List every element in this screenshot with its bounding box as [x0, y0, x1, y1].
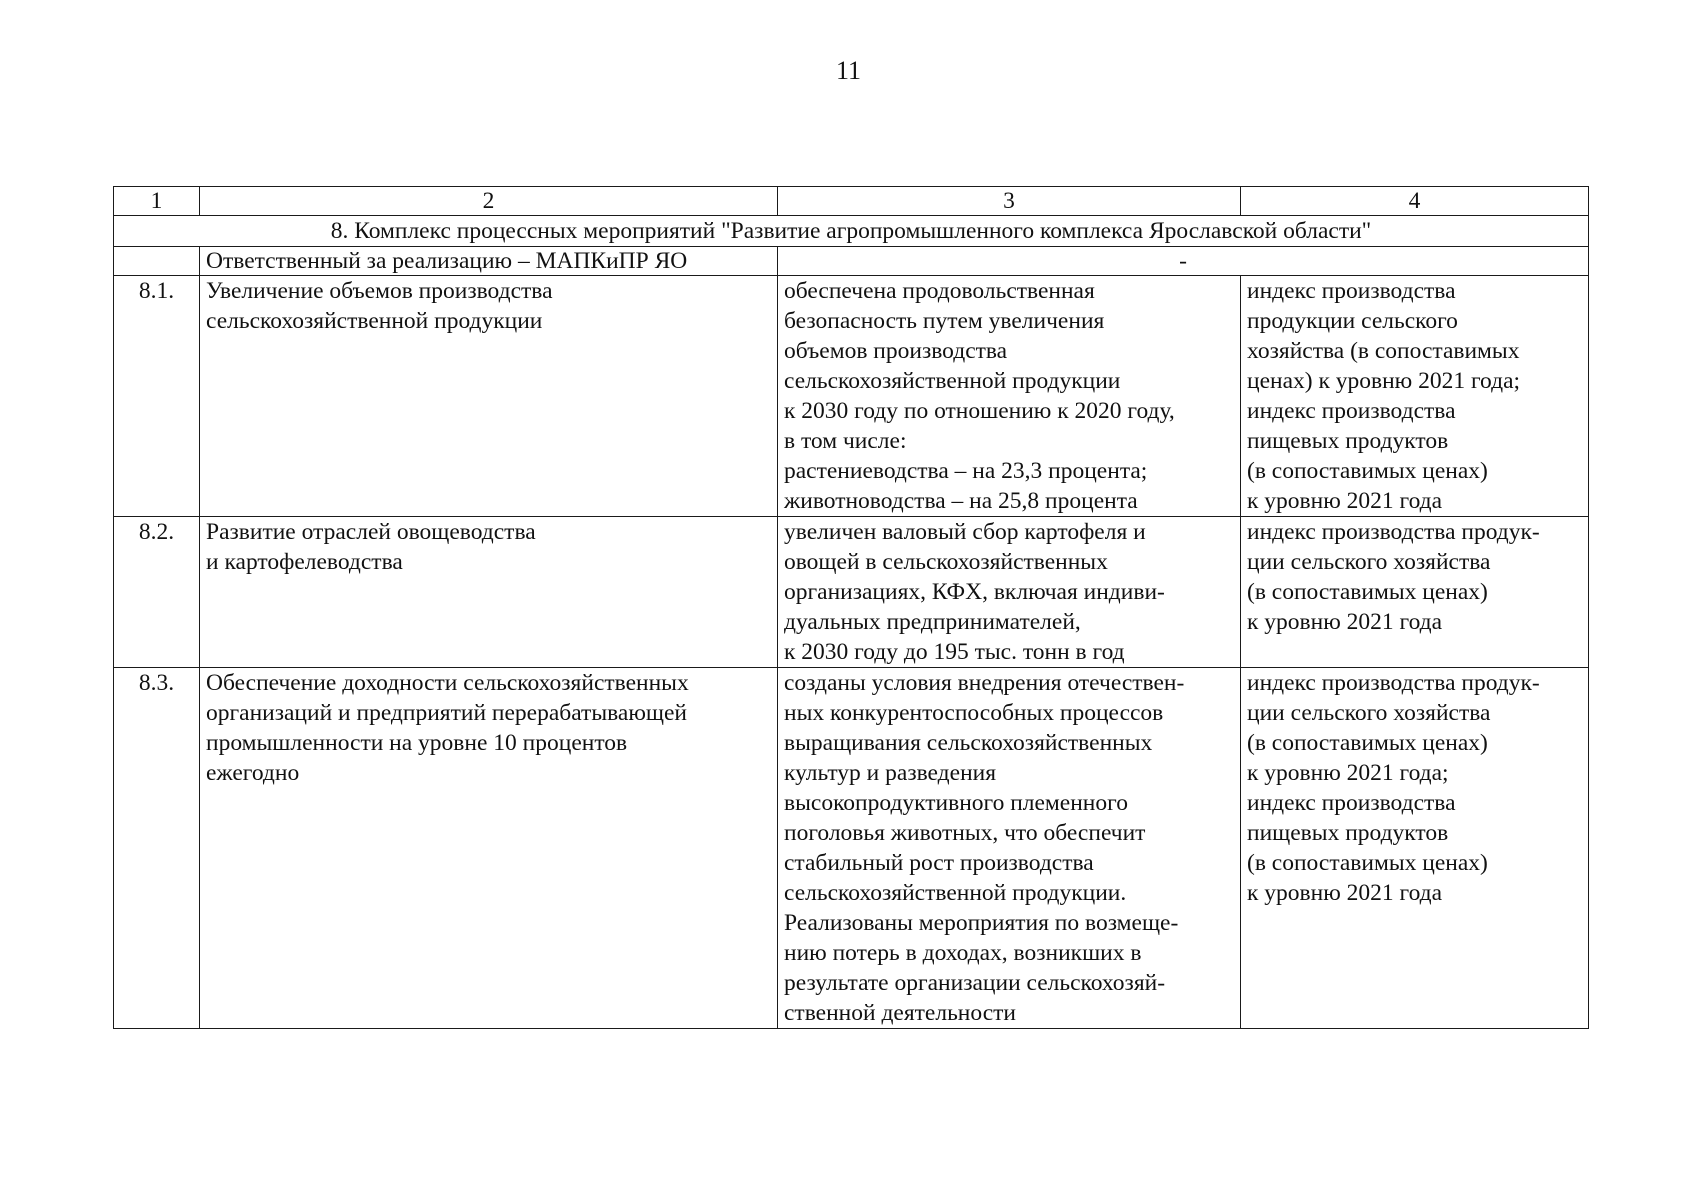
cell-text-line: к 2030 году до 195 тыс. тонн в год [784, 639, 1125, 665]
column-number-2: 2 [200, 187, 778, 216]
indicator-cell [1241, 668, 1589, 1029]
cell-text-line: Увеличение объемов производства [206, 278, 553, 304]
cell-text-line: результате организации сельскохозяй- [784, 970, 1166, 996]
cell-text-line: стабильный рост производства [784, 850, 1094, 876]
cell-text-line: культур и разведения [784, 760, 997, 786]
cell-text-line: индекс производства продук- [1247, 670, 1540, 696]
row-number: 8.1. [114, 276, 200, 517]
cell-text-line: созданы условия внедрения отечествен- [784, 670, 1185, 696]
cell-text-line: сельскохозяйственной продукции [784, 368, 1121, 394]
table-header-row [114, 187, 1589, 216]
task-cell [200, 668, 778, 1029]
cell-text-line: индекс производства [1247, 278, 1456, 304]
cell-text-line: обеспечена продовольственная [784, 278, 1095, 304]
indicator-cell [1241, 517, 1589, 668]
responsible-label: Ответственный за реализацию – МАПКиПР ЯО [200, 247, 778, 276]
cell-text-line: овощей в сельскохозяйственных [784, 549, 1108, 575]
cell-text-line: Реализованы мероприятия по возмеще- [784, 910, 1179, 936]
cell-text-line: пищевых продуктов [1247, 428, 1449, 454]
cell-text-line: в том числе: [784, 428, 907, 454]
cell-text-line: ции сельского хозяйства [1247, 549, 1491, 575]
cell-text-line: промышленности на уровне 10 процентов [206, 730, 628, 756]
result-cell [778, 668, 1241, 1029]
cell-text-line: ственной деятельности [784, 1000, 1016, 1026]
cell-text-line: безопасность путем увеличения [784, 308, 1105, 334]
cell-text-line: к уровню 2021 года; [1247, 760, 1449, 786]
indicator-cell [1241, 276, 1589, 517]
task-cell [200, 517, 778, 668]
cell-text-line: организаций и предприятий перерабатывающей [206, 700, 687, 726]
cell-text-line: высокопродуктивного племенного [784, 790, 1128, 816]
cell-text-line: объемов производства [784, 338, 1008, 364]
cell-text-line: Обеспечение доходности сельскохозяйственных [206, 670, 689, 696]
responsible-empty-cell [114, 247, 200, 276]
result-cell [778, 276, 1241, 517]
cell-text-line: (в сопоставимых ценах) [1247, 730, 1488, 756]
cell-text-line: растениеводства – на 23,3 процента; [784, 458, 1148, 484]
cell-text-line: к 2030 году по отношению к 2020 году, [784, 398, 1175, 424]
responsible-value: - [778, 247, 1589, 276]
cell-text-line: (в сопоставимых ценах) [1247, 850, 1488, 876]
cell-text-line: к уровню 2021 года [1247, 609, 1443, 635]
cell-text-line: поголовья животных, что обеспечит [784, 820, 1146, 846]
cell-text-line: увеличен валовый сбор картофеля и [784, 519, 1146, 545]
column-number-4: 4 [1241, 187, 1589, 216]
section-row [114, 216, 1589, 247]
table-row [114, 276, 1589, 517]
cell-text-line: пищевых продуктов [1247, 820, 1449, 846]
task-cell [200, 276, 778, 517]
cell-text-line: сельскохозяйственной продукции. [784, 880, 1127, 906]
cell-text-line: ции сельского хозяйства [1247, 700, 1491, 726]
cell-text-line: животноводства – на 25,8 процента [784, 488, 1138, 514]
cell-text-line: (в сопоставимых ценах) [1247, 458, 1488, 484]
table-row [114, 517, 1589, 668]
cell-text-line: продукции сельского [1247, 308, 1458, 334]
cell-text-line: организациях, КФХ, включая индиви- [784, 579, 1165, 605]
column-number-1: 1 [114, 187, 200, 216]
page-number: 11 [835, 56, 862, 85]
table-row [114, 668, 1589, 1029]
result-cell [778, 517, 1241, 668]
cell-text-line: хозяйства (в сопоставимых [1247, 338, 1520, 364]
cell-text-line: индекс производства [1247, 790, 1456, 816]
column-number-3: 3 [778, 187, 1241, 216]
cell-text-line: к уровню 2021 года [1247, 488, 1443, 514]
cell-text-line: и картофелеводства [206, 549, 403, 575]
row-number: 8.2. [114, 517, 200, 668]
measures-table [113, 186, 1589, 1029]
responsible-row [114, 247, 1589, 276]
cell-text-line: Развитие отраслей овощеводства [206, 519, 536, 545]
section-title: 8. Комплекс процессных мероприятий "Развитие агропромышленного комплекса Ярославской области" [114, 216, 1589, 247]
cell-text-line: ценах) к уровню 2021 года; [1247, 368, 1521, 394]
cell-text-line: индекс производства продук- [1247, 519, 1540, 545]
row-number: 8.3. [114, 668, 200, 1029]
cell-text-line: к уровню 2021 года [1247, 880, 1443, 906]
cell-text-line: (в сопоставимых ценах) [1247, 579, 1488, 605]
cell-text-line: выращивания сельскохозяйственных [784, 730, 1153, 756]
cell-text-line: индекс производства [1247, 398, 1456, 424]
cell-text-line: ных конкурентоспособных процессов [784, 700, 1164, 726]
cell-text-line: нию потерь в доходах, возникших в [784, 940, 1142, 966]
cell-text-line: сельскохозяйственной продукции [206, 308, 543, 334]
cell-text-line: ежегодно [206, 760, 300, 786]
cell-text-line: дуальных предпринимателей, [784, 609, 1081, 635]
